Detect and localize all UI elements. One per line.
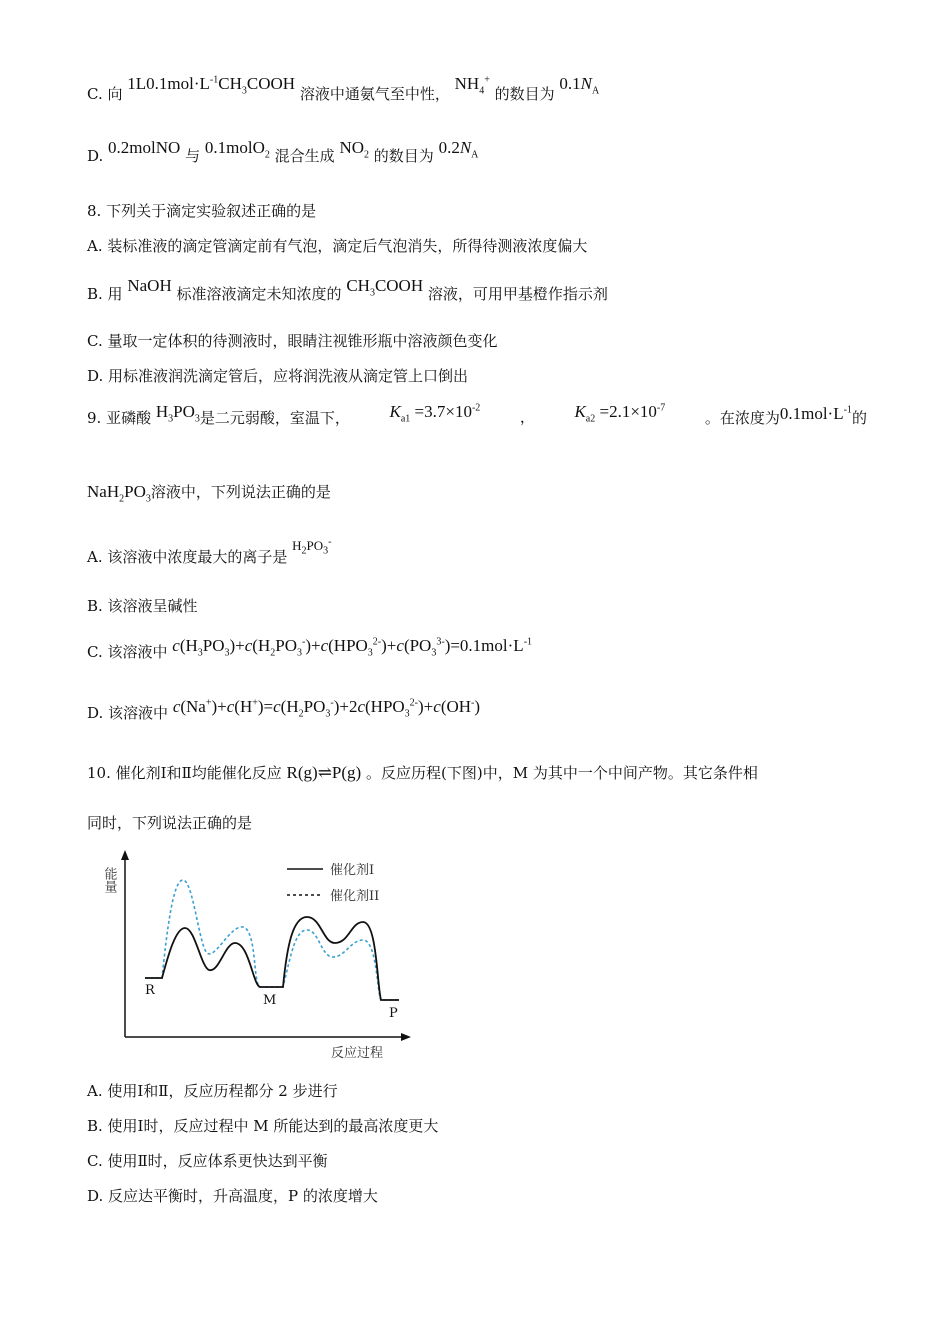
point-p-label: P [389, 1006, 398, 1021]
formula: NaOH [127, 276, 172, 295]
point-r-label: R [145, 983, 155, 998]
energy-diagram [95, 845, 415, 1065]
x-axis-arrow [401, 1033, 411, 1041]
q9-stem-line1 [87, 402, 867, 428]
ka2: $K_{a2} =2.1\times 10^{-7}$ [574, 402, 666, 425]
text: 是二元弱酸，室温下， [199, 409, 350, 427]
q7-option-d [87, 138, 479, 166]
formula: $NaH_2PO_3$ [87, 482, 151, 505]
formula: $0.2N_A$ [438, 138, 479, 161]
option-label: C. 向 [87, 85, 123, 103]
text: 与 [185, 147, 201, 165]
text: 。在浓度为 [704, 409, 780, 427]
formula: $NH_4^+$ [454, 74, 490, 97]
reaction: R(g)⇌P(g) [286, 763, 362, 782]
legend-2-label: 催化剂II [330, 889, 380, 904]
q7-option-c [87, 74, 600, 104]
q10-option-a: A. 使用Ⅰ和Ⅱ，反应历程都分 2 步进行 [87, 1082, 338, 1100]
formula: $c(H_3PO_3)+c(H_2PO_3^-)+c(HPO_3^{2-})+c(PO_3^{3-})=0.1mol\cdot L^{-1}$ [172, 636, 533, 659]
q8-option-d: D. 用标准液润洗滴定管后，应将润洗液从滴定管上口倒出 [87, 367, 469, 385]
formula: $0.1mol\cdot L^{-1}$ [779, 404, 852, 423]
text: 10. 催化剂Ⅰ和Ⅱ均能催化反应 [87, 764, 282, 782]
text: 溶液中，下列说法正确的是 [150, 483, 331, 501]
ka1: $K_{a1} =3.7\times 10^{-2}$ [389, 402, 481, 425]
text: 溶液，可用甲基橙作指示剂 [427, 285, 608, 303]
text: 溶液中通氨气至中性， [299, 85, 450, 103]
formula: 0.1molO$_2$ [204, 138, 270, 161]
y-axis-label: 能量 [101, 867, 117, 893]
q9-option-b: B. 该溶液呈碱性 [87, 597, 198, 615]
q9-stem-line2 [87, 482, 331, 505]
formula: $NO_2$ [339, 138, 369, 161]
text: 9. 亚磷酸 [87, 409, 152, 427]
text: 。反应历程(下图)中，M 为其中一个中间产物。其它条件相 [366, 764, 758, 782]
text: D. 该溶液中 [87, 704, 169, 722]
option-label: D. [87, 147, 104, 165]
point-m-label: M [263, 993, 277, 1008]
text: A. 该溶液中浓度最大的离子是 [87, 548, 288, 566]
q9-option-d [87, 697, 481, 723]
q8-option-a: A. 装标准液的滴定管滴定前有气泡，滴定后气泡消失，所得待测液浓度偏大 [87, 237, 588, 255]
q10-stem-line2: 同时，下列说法正确的是 [87, 814, 253, 832]
q8-stem: 8. 下列关于滴定实验叙述正确的是 [87, 202, 317, 220]
text: 的数目为 [494, 85, 555, 103]
option-label: B. 用 [87, 285, 123, 303]
formula: $1L0.1mol\cdot L^{-1}CH_3COOH$ [127, 74, 296, 97]
text: 标准溶液滴定未知浓度的 [176, 285, 342, 303]
formula: $0.1N_A$ [559, 74, 600, 97]
formula: $H_2PO_3^-$ [292, 536, 332, 557]
q10-stem-line1 [87, 763, 758, 783]
text: C. 该溶液中 [87, 643, 168, 661]
text: 混合生成 [274, 147, 335, 165]
formula: $CH_3COOH$ [346, 276, 424, 299]
q8-option-b [87, 276, 608, 304]
x-axis-label: 反应过程 [331, 1046, 384, 1061]
q10-option-c: C. 使用Ⅱ时，反应体系更快达到平衡 [87, 1152, 328, 1170]
q9-option-c [87, 636, 533, 662]
formula: $H_3PO_3$ [155, 402, 200, 425]
formula: 0.2molNO [108, 138, 181, 157]
q9-option-a [87, 536, 332, 566]
text: ， [519, 408, 535, 426]
formula: $c(Na^+)+c(H^+)=c(H_2PO_3^-)+2c(HPO_3^{2-})+c(OH^-)$ [172, 697, 481, 720]
legend-1-label: 催化剂I [330, 863, 375, 878]
text: 的数目为 [373, 147, 434, 165]
text: 的 [851, 409, 867, 427]
q10-option-b: B. 使用Ⅰ时，反应过程中 M 所能达到的最高浓度更大 [87, 1117, 439, 1135]
y-axis-arrow [121, 850, 129, 860]
q10-option-d: D. 反应达平衡时，升高温度，P 的浓度增大 [87, 1187, 378, 1205]
curve-catalyst-1 [145, 917, 399, 1000]
q8-option-c: C. 量取一定体积的待测液时，眼睛注视锥形瓶中溶液颜色变化 [87, 332, 498, 350]
